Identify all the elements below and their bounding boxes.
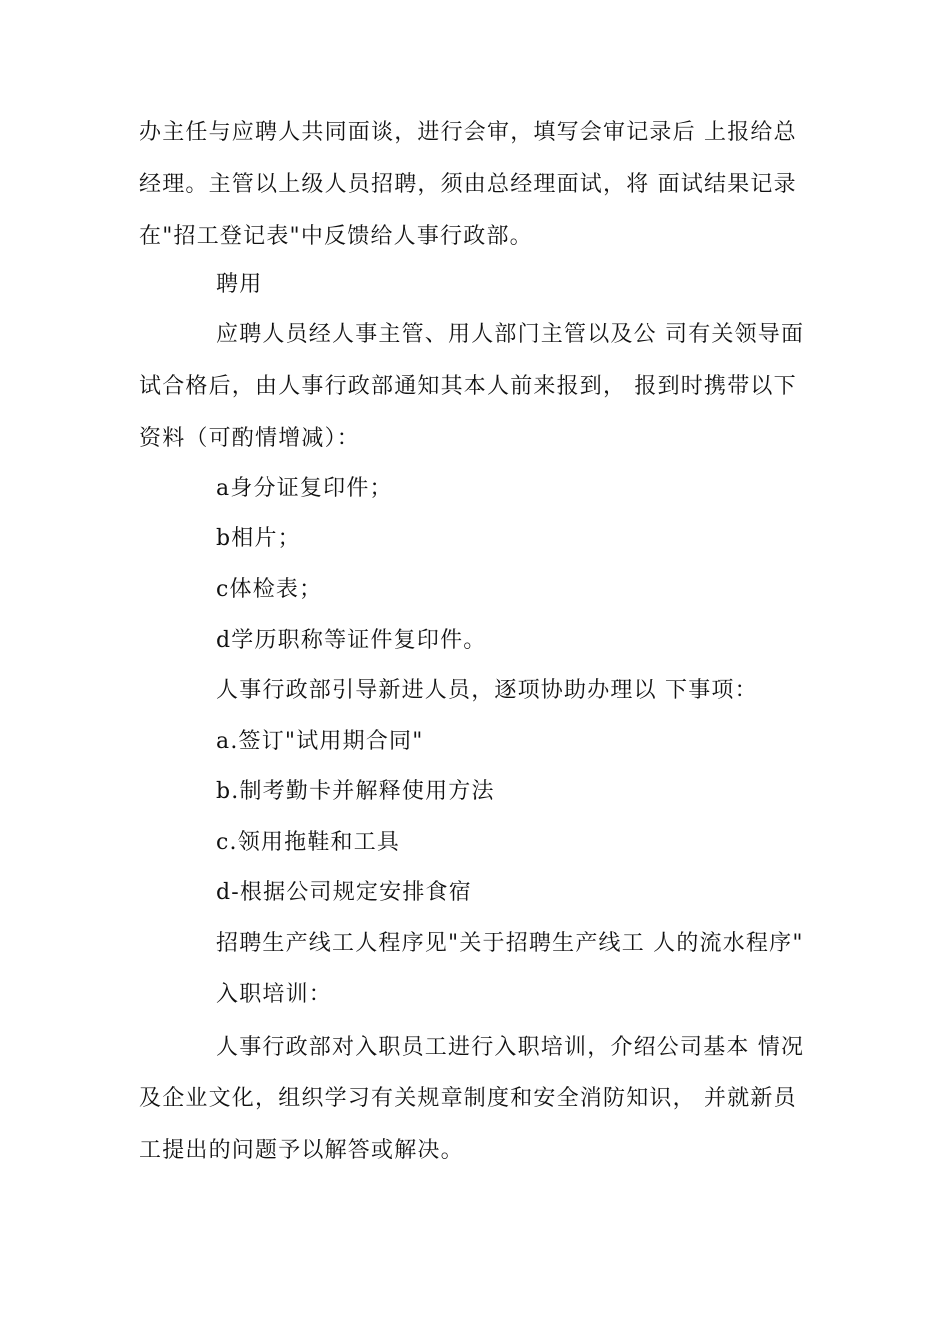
list-item: b相片； (216, 526, 301, 551)
section-heading: 入职培训： (216, 982, 333, 1007)
list-item: d-根据公司规定安排食宿 (216, 880, 472, 905)
paragraph-line: 及企业文化，组织学习有关规章制度和安全消防知识， 并就新员 (139, 1086, 797, 1111)
paragraph-line: 人事行政部对入职员工进行入职培训，介绍公司基本 情况 (216, 1035, 805, 1060)
paragraph-line: 试合格后，由人事行政部通知其本人前来报到， 报到时携带以下 (139, 374, 797, 399)
paragraph-line: 人事行政部引导新进人员，逐项协助办理以 下事项： (216, 678, 758, 703)
list-item: a身分证复印件； (216, 476, 393, 501)
list-item: d学历职称等证件复印件。 (216, 628, 487, 653)
section-heading: 聘用 (216, 272, 263, 297)
paragraph-line: 办主任与应聘人共同面谈，进行会审，填写会审记录后 上报给总 (139, 120, 797, 145)
paragraph-line: 经理。主管以上级人员招聘，须由总经理面试，将 面试结果记录 (139, 172, 797, 197)
paragraph-line: 资料（可酌情增减）： (139, 426, 361, 451)
paragraph-line: 在"招工登记表"中反馈给人事行政部。 (139, 224, 533, 249)
list-item: b.制考勤卡并解释使用方法 (216, 779, 495, 804)
list-item: c体检表； (216, 577, 323, 602)
paragraph-line: 应聘人员经人事主管、用人部门主管以及公 司有关领导面 (216, 322, 805, 347)
paragraph-line: 招聘生产线工人程序见"关于招聘生产线工 人的流水程序" (216, 931, 804, 956)
list-item: c.领用拖鞋和工具 (216, 830, 401, 855)
list-item: a.签订"试用期合同" (216, 729, 424, 754)
paragraph-line: 工提出的问题予以解答或解决。 (139, 1138, 464, 1163)
